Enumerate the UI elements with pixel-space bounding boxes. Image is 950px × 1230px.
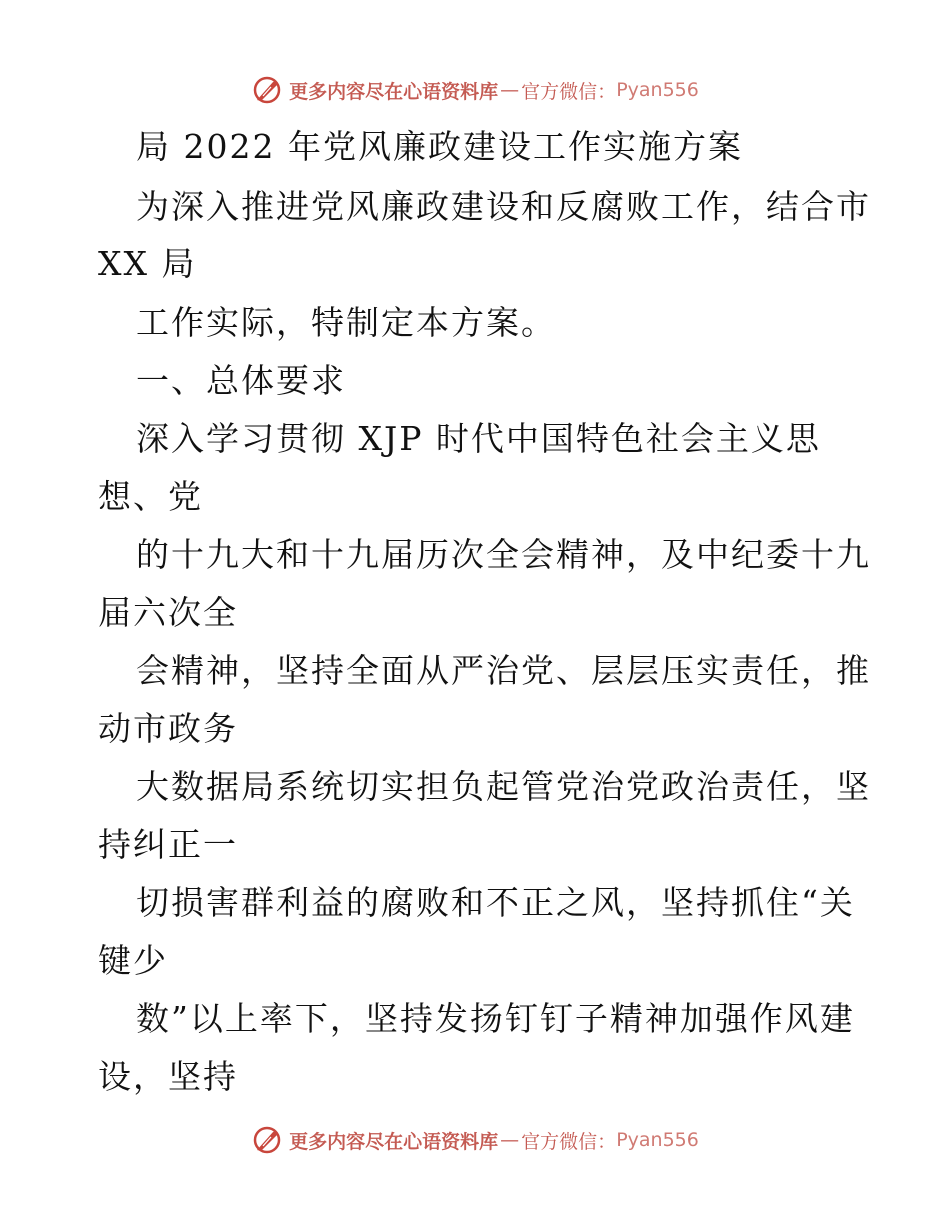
header-watermark [0, 70, 950, 110]
paragraph-line: XX 局 [98, 244, 197, 283]
paragraph-line: 大数据局系统切实担负起管党治党政治责任，坚 [136, 767, 871, 806]
paragraph-line: 的十九大和十九届历次全会精神，及中纪委十九 [136, 535, 871, 574]
footer-watermark [0, 1120, 950, 1160]
watermark-dash: — [500, 1129, 520, 1151]
paragraph-line: 切损害群利益的腐败和不正之风，坚持抓住“关 [136, 883, 855, 922]
watermark-brand: 更多内容尽在心语资料库 [289, 1130, 499, 1153]
paragraph-line: 持纠正一 [98, 825, 238, 864]
paragraph-line: 深入学习贯彻 XJP 时代中国特色社会主义思 [136, 419, 821, 458]
paragraph-line: 会精神，坚持全面从严治党、层层压实责任，推 [136, 651, 871, 690]
watermark-wechat-id: Pyan556 [616, 1129, 699, 1151]
watermark-dash: — [500, 79, 520, 101]
feather-pen-logo-icon [251, 74, 283, 106]
paragraph-line: 为深入推进党风廉政建设和反腐败工作，结合市 [136, 187, 871, 226]
paragraph-line: 工作实际，特制定本方案。 [136, 303, 556, 342]
watermark-official-label: 官方微信： [521, 1130, 617, 1153]
paragraph-line: 设，坚持 [98, 1057, 238, 1096]
watermark-official-label: 官方微信： [521, 80, 617, 103]
document-title: 局 2022 年党风廉政建设工作实施方案 [136, 127, 743, 166]
watermark-brand: 更多内容尽在心语资料库 [289, 80, 499, 103]
paragraph-line: 键少 [98, 941, 168, 980]
section-heading: 一、总体要求 [136, 361, 346, 400]
watermark-wechat-id: Pyan556 [616, 79, 699, 101]
paragraph-line: 想、党 [98, 477, 203, 516]
paragraph-line: 届六次全 [98, 593, 238, 632]
paragraph-line: 动市政务 [98, 709, 238, 748]
paragraph-line: 数”以上率下，坚持发扬钉钉子精神加强作风建 [136, 999, 855, 1038]
feather-pen-logo-icon [251, 1124, 283, 1156]
